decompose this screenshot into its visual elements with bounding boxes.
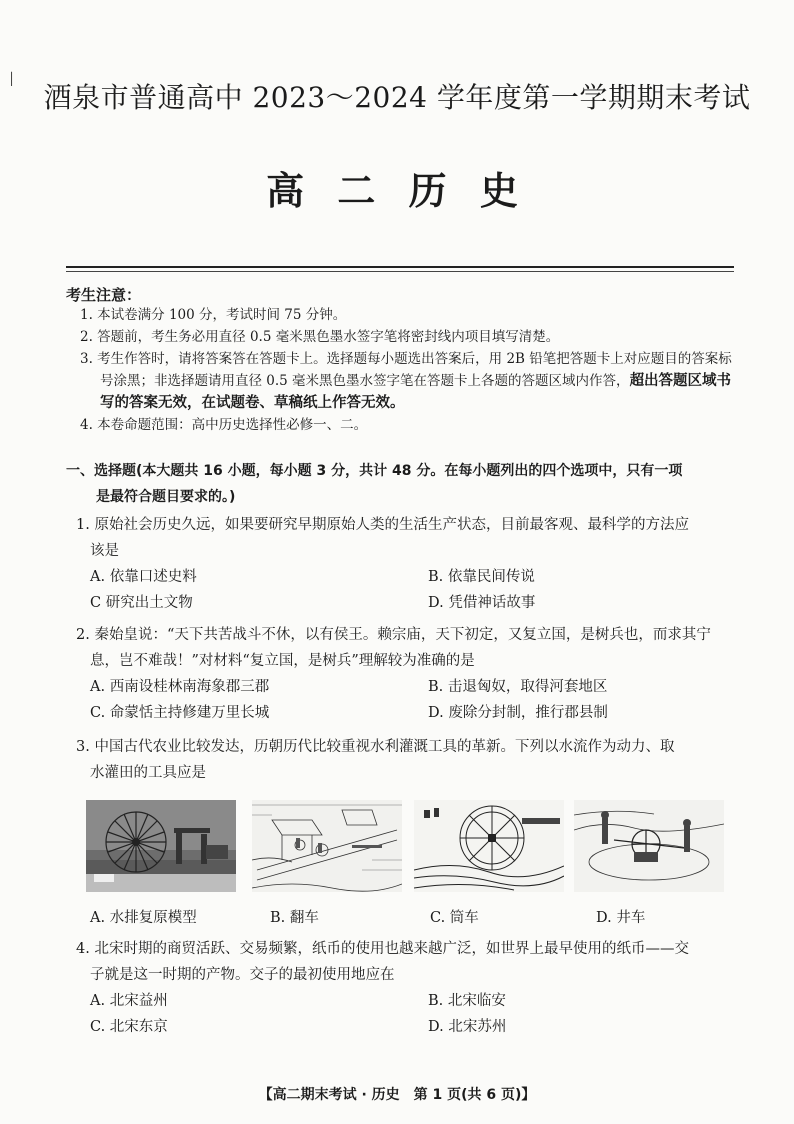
option-a: A. 依靠口述史料 xyxy=(90,569,197,585)
subject-title: 高 二 历 史 xyxy=(266,169,528,213)
option-c: C. 北宋东京 xyxy=(90,1019,168,1035)
notice-item: 2. 答题前，考生务必用直径 0.5 毫米黑色墨水签字笔将密封线内项目填写清楚。 xyxy=(80,329,560,345)
noria-waterwheel-illustration xyxy=(414,800,564,892)
question-stem-cont: 子就是这一时期的产物。交子的最初使用地应在 xyxy=(90,967,395,983)
option-a: A. 西南设桂林南海象郡三郡 xyxy=(90,679,270,695)
option-c: C. 筒车 xyxy=(430,910,479,926)
question-stem: 2. 秦始皇说：“天下共苦战斗不休，以有侯王。赖宗庙，天下初定，又复立国，是树兵也，而求其宁 xyxy=(76,627,711,643)
question-3-images xyxy=(86,800,736,895)
question-stem: 4. 北宋时期的商贸活跃、交易频繁，纸币的使用也越来越广泛，如世界上最早使用的纸币——交 xyxy=(76,941,689,957)
option-d: D. 北宋苏州 xyxy=(428,1019,507,1035)
question-stem-cont: 息，岂不难哉！”对材料“复立国，是树兵”理解较为准确的是 xyxy=(90,653,475,669)
notice-list xyxy=(80,304,740,436)
notice-item: 4. 本卷命题范围：高中历史选择性必修一、二。 xyxy=(80,417,368,433)
notice-heading: 考生注意： xyxy=(66,286,142,304)
section-heading-line: 一、选择题(本大题共 16 小题，每小题 3 分，共计 48 分。在每小题列出的四个选项中，只有一项 xyxy=(66,463,683,479)
notice-item xyxy=(80,348,740,414)
option-c: C. 命蒙恬主持修建万里长城 xyxy=(90,705,270,721)
option-c: C 研究出土文物 xyxy=(90,595,193,611)
option-b: B. 翻车 xyxy=(270,910,319,926)
option-d: D. 废除分封制，推行郡县制 xyxy=(428,705,608,721)
question-3-captions xyxy=(90,906,740,930)
header-divider-thin xyxy=(66,271,734,272)
option-d: D. 井车 xyxy=(596,910,646,926)
question-stem: 1. 原始社会历史久远，如果要研究早期原始人类的生活生产状态，目前最客观、最科学的方法应 xyxy=(76,517,689,533)
well-wheel-illustration xyxy=(574,800,724,892)
section-heading xyxy=(66,458,746,510)
question-1 xyxy=(76,512,752,616)
question-stem-cont: 该是 xyxy=(90,543,119,559)
notice-item: 1. 本试卷满分 100 分，考试时间 75 分钟。 xyxy=(80,307,347,323)
option-d: D. 凭借神话故事 xyxy=(428,595,536,611)
option-b: B. 击退匈奴，取得河套地区 xyxy=(428,679,608,695)
option-b: B. 依靠民间传说 xyxy=(428,569,535,585)
option-a: A. 水排复原模型 xyxy=(90,910,197,926)
option-row xyxy=(76,1014,752,1040)
notice-emphasis: 超出答题区域书写的答案无效，在试题卷、草稿纸上作答无效。 xyxy=(100,373,732,411)
section-heading-line: 是最符合题目要求的。) xyxy=(96,489,236,505)
water-bellows-model-photo xyxy=(86,800,236,892)
question-stem: 3. 中国古代农业比较发达，历朝历代比较重视水利灌溉工具的革新。下列以水流作为动力、取 xyxy=(76,739,675,755)
exam-title: 酒泉市普通高中 2023～2024 学年度第一学期期末考试 xyxy=(43,81,751,114)
option-a: A. 北宋益州 xyxy=(90,993,168,1009)
question-3 xyxy=(76,734,752,786)
option-row xyxy=(76,988,752,1014)
question-4 xyxy=(76,936,752,1040)
option-row xyxy=(76,564,752,590)
option-row xyxy=(76,674,752,700)
dragon-backbone-pump-illustration xyxy=(252,800,402,892)
option-b: B. 北宋临安 xyxy=(428,993,506,1009)
option-row xyxy=(76,700,752,726)
notice-item-text: 3. 考生作答时，请将答案答在答题卡上。选择题每小题选出答案后，用 2B 铅笔把答题卡上对应题目的答案标号涂黑；非选择题请用直径 0.5 毫米黑色墨水签字笔在答题卡上各题的答题区域内作答， xyxy=(80,351,732,389)
option-row xyxy=(76,590,752,616)
header-divider xyxy=(66,266,734,268)
binding-margin-marks: │ xyxy=(8,72,16,86)
question-2 xyxy=(76,622,752,726)
question-stem-cont: 水灌田的工具应是 xyxy=(90,765,206,781)
page-footer: 【高二期末考试 · 历史 第 1 页(共 6 页)】 xyxy=(258,1087,536,1103)
